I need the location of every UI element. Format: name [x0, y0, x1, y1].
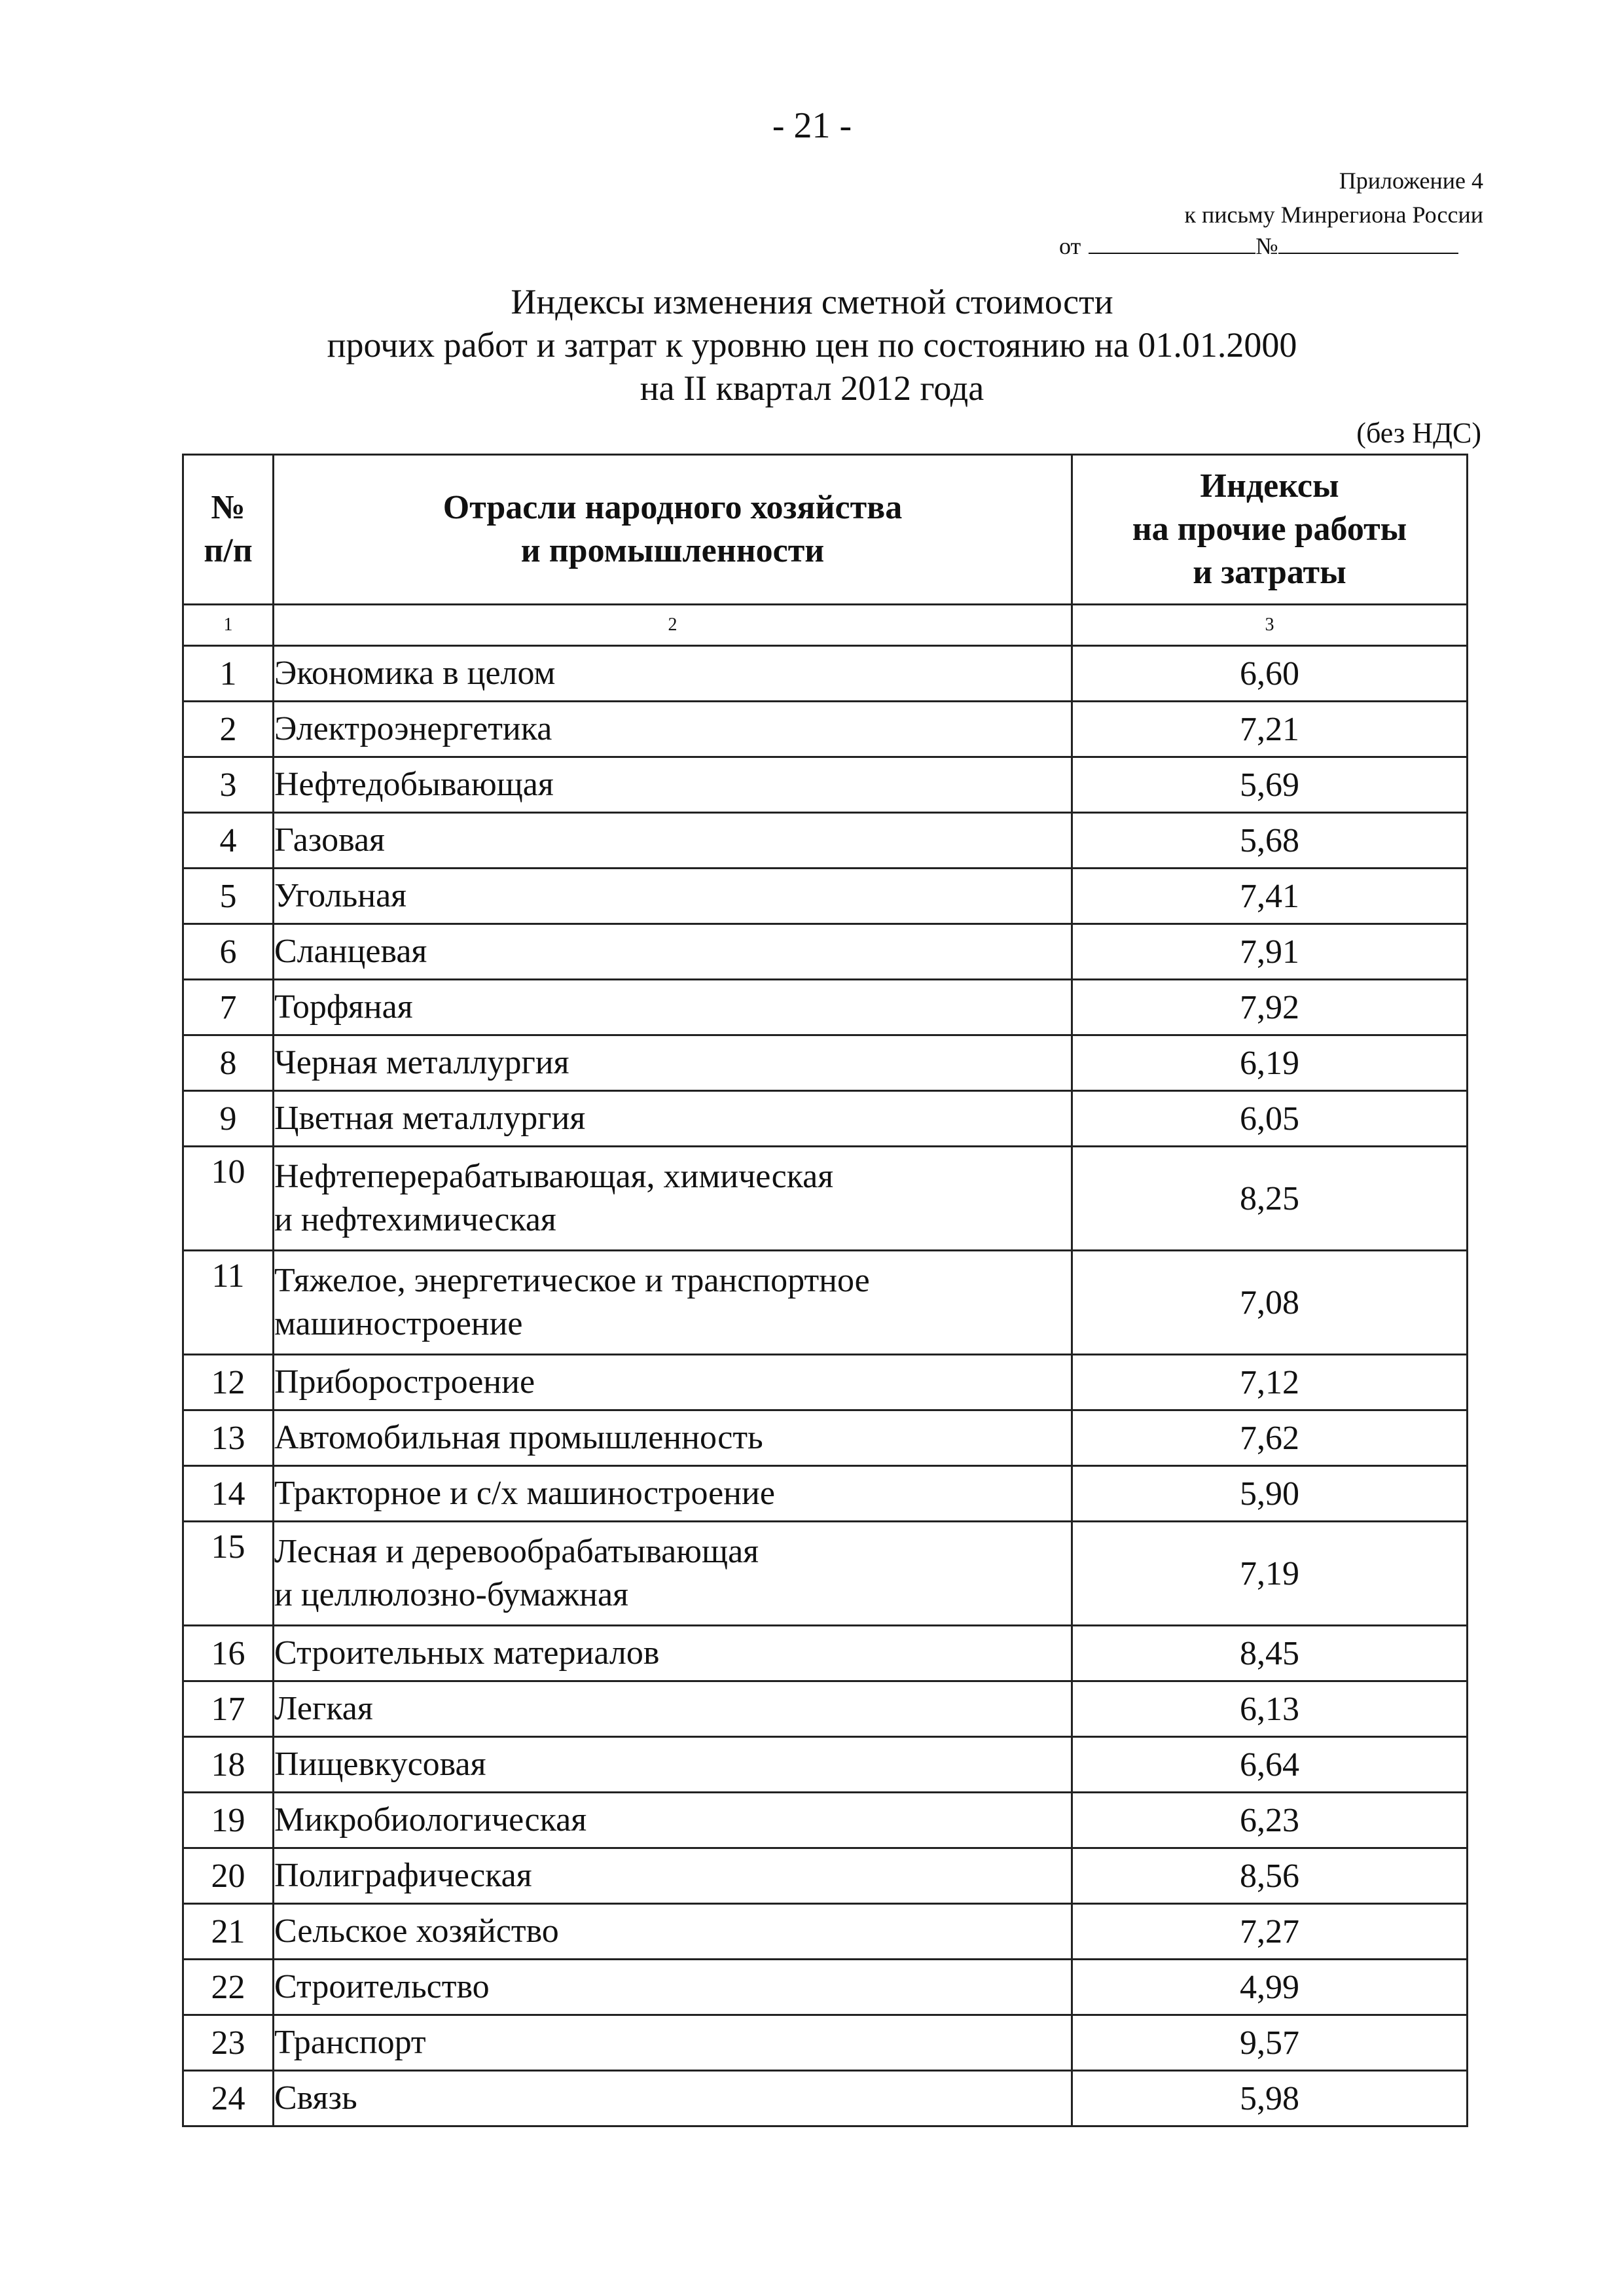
appendix-header [1184, 164, 1483, 232]
industry-name: Цветная металлургия [274, 1091, 1072, 1147]
table-row [183, 1251, 1468, 1355]
industry-name: Экономика в целом [274, 646, 1072, 702]
table-row [183, 1626, 1468, 1681]
row-number: 13 [183, 1410, 274, 1466]
table-row [183, 646, 1468, 702]
table-row [183, 1904, 1468, 1960]
header-indices-line-2: на прочие работы [1132, 511, 1407, 548]
table-row [183, 1522, 1468, 1626]
industry-name: Нефтедобывающая [274, 757, 1072, 813]
industry-name: Электроэнергетика [274, 702, 1072, 757]
table-row [183, 1466, 1468, 1522]
appendix-recipient: к письму Минрегиона России [1184, 202, 1483, 228]
row-number: 12 [183, 1355, 274, 1410]
title-line-1: Индексы изменения сметной стоимости [511, 282, 1113, 321]
column-number: 1 [183, 605, 274, 646]
index-value: 7,41 [1072, 869, 1468, 924]
table-row [183, 1410, 1468, 1466]
table-row [183, 2015, 1468, 2071]
industry-name: Легкая [274, 1681, 1072, 1737]
row-number: 5 [183, 869, 274, 924]
index-value: 8,56 [1072, 1848, 1468, 1904]
row-number: 11 [183, 1251, 274, 1355]
industry-name [274, 1522, 1072, 1626]
index-value: 7,08 [1072, 1251, 1468, 1355]
table-row [183, 1793, 1468, 1848]
row-number: 20 [183, 1848, 274, 1904]
column-numbers-row [183, 605, 1468, 646]
industry-name: Пищевкусовая [274, 1737, 1072, 1793]
row-number: 19 [183, 1793, 274, 1848]
row-number: 21 [183, 1904, 274, 1960]
row-number: 2 [183, 702, 274, 757]
header-indices-line-3: и затраты [1193, 554, 1346, 591]
row-number: 18 [183, 1737, 274, 1793]
date-blank [1089, 230, 1255, 254]
row-number: 16 [183, 1626, 274, 1681]
indices-table [182, 454, 1468, 2127]
table-row [183, 1960, 1468, 2015]
table-row [183, 1681, 1468, 1737]
table-row [183, 869, 1468, 924]
industry-name-line-1: Тяжелое, энергетическое и транспортное [274, 1262, 870, 1299]
index-value: 6,60 [1072, 646, 1468, 702]
table-header-row [183, 455, 1468, 605]
header-row-number [183, 455, 274, 605]
industry-name: Строительных материалов [274, 1626, 1072, 1681]
industry-name [274, 1251, 1072, 1355]
row-number: 17 [183, 1681, 274, 1737]
table-row [183, 2071, 1468, 2126]
index-value: 7,91 [1072, 924, 1468, 980]
index-value: 6,05 [1072, 1091, 1468, 1147]
header-indices [1072, 455, 1468, 605]
industry-name: Связь [274, 2071, 1072, 2126]
index-value: 6,23 [1072, 1793, 1468, 1848]
table-row [183, 980, 1468, 1035]
index-value: 6,64 [1072, 1737, 1468, 1793]
title-line-3: на II квартал 2012 года [640, 368, 984, 408]
table-row [183, 813, 1468, 869]
header-indices-line-1: Индексы [1200, 467, 1339, 505]
industry-name-line-1: Нефтеперерабатывающая, химическая [274, 1158, 834, 1195]
index-value: 4,99 [1072, 1960, 1468, 2015]
industry-name: Тракторное и с/х машиностроение [274, 1466, 1072, 1522]
index-value: 6,19 [1072, 1035, 1468, 1091]
number-label: № [1255, 233, 1278, 259]
index-value: 5,98 [1072, 2071, 1468, 2126]
row-number: 4 [183, 813, 274, 869]
header-industry-line-1: Отрасли народного хозяйства [442, 489, 903, 526]
header-industry [274, 455, 1072, 605]
index-value: 7,62 [1072, 1410, 1468, 1466]
row-number: 23 [183, 2015, 274, 2071]
header-number-sign: № [211, 489, 245, 526]
industry-name: Газовая [274, 813, 1072, 869]
industry-name: Транспорт [274, 2015, 1072, 2071]
industry-name [274, 1147, 1072, 1251]
industry-name-line-2: и целлюлозно-бумажная [274, 1576, 628, 1613]
page-number: - 21 - [772, 105, 852, 146]
row-number: 22 [183, 1960, 274, 2015]
industry-name: Торфяная [274, 980, 1072, 1035]
table-row [183, 924, 1468, 980]
table-row [183, 1035, 1468, 1091]
row-number: 10 [183, 1147, 274, 1251]
table-row [183, 1737, 1468, 1793]
industry-name: Угольная [274, 869, 1072, 924]
index-value: 7,12 [1072, 1355, 1468, 1410]
number-blank [1278, 230, 1458, 254]
industry-name-line-2: и нефтехимическая [274, 1201, 556, 1238]
row-number: 3 [183, 757, 274, 813]
industry-name: Черная металлургия [274, 1035, 1072, 1091]
industry-name: Полиграфическая [274, 1848, 1072, 1904]
title-line-2: прочих работ и затрат к уровню цен по состоянию на 01.01.2000 [327, 325, 1297, 365]
index-value: 8,45 [1072, 1626, 1468, 1681]
document-title [0, 280, 1624, 410]
industry-name: Автомобильная промышленность [274, 1410, 1072, 1466]
header-industry-line-2: и промышленности [520, 532, 825, 569]
industry-name: Сельское хозяйство [274, 1904, 1072, 1960]
from-label: от [1059, 233, 1081, 259]
row-number: 1 [183, 646, 274, 702]
row-number: 24 [183, 2071, 274, 2126]
row-number: 9 [183, 1091, 274, 1147]
table-row [183, 1848, 1468, 1904]
index-value: 5,69 [1072, 757, 1468, 813]
table-row [183, 1355, 1468, 1410]
row-number: 6 [183, 924, 274, 980]
column-number: 3 [1072, 605, 1468, 646]
vat-note: (без НДС) [1356, 417, 1481, 449]
appendix-title: Приложение 4 [1339, 168, 1483, 194]
industry-name-line-2: машиностроение [274, 1305, 523, 1342]
index-value: 7,19 [1072, 1522, 1468, 1626]
industry-name: Сланцевая [274, 924, 1072, 980]
table-row [183, 702, 1468, 757]
row-number: 15 [183, 1522, 274, 1626]
table-row [183, 757, 1468, 813]
table-row [183, 1091, 1468, 1147]
index-value: 7,21 [1072, 702, 1468, 757]
index-value: 7,92 [1072, 980, 1468, 1035]
appendix-date-number-line [1059, 230, 1458, 260]
index-value: 6,13 [1072, 1681, 1468, 1737]
index-value: 8,25 [1072, 1147, 1468, 1251]
header-pp: п/п [204, 532, 253, 569]
row-number: 14 [183, 1466, 274, 1522]
index-value: 5,90 [1072, 1466, 1468, 1522]
index-value: 9,57 [1072, 2015, 1468, 2071]
index-value: 5,68 [1072, 813, 1468, 869]
row-number: 7 [183, 980, 274, 1035]
index-value: 7,27 [1072, 1904, 1468, 1960]
table-row [183, 1147, 1468, 1251]
industry-name: Приборостроение [274, 1355, 1072, 1410]
industry-name-line-1: Лесная и деревообрабатывающая [274, 1533, 759, 1570]
industry-name: Микробиологическая [274, 1793, 1072, 1848]
industry-name: Строительство [274, 1960, 1072, 2015]
column-number: 2 [274, 605, 1072, 646]
row-number: 8 [183, 1035, 274, 1091]
